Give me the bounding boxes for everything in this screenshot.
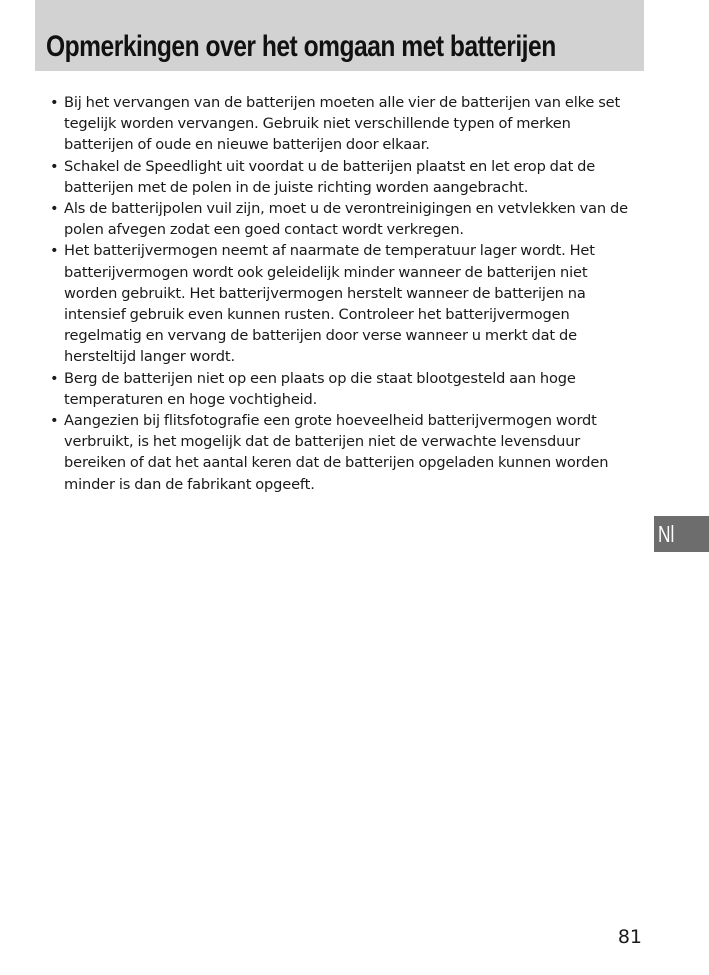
list-item-text: Schakel de Speedlight uit voordat u de batterijen plaatst en let erop dat de batterijen met de polen in de juiste richting worden aangebracht. — [64, 157, 596, 196]
page-title: Opmerkingen over het omgaan met batterijen — [46, 30, 556, 63]
bullet-icon: • — [50, 94, 59, 111]
list-item — [50, 156, 644, 198]
page-number: 81 — [617, 926, 642, 948]
language-tab — [654, 516, 709, 552]
list-item-text: Als de batterijpolen vuil zijn, moet u de verontreinigingen en vetvlekken van de polen afvegen zodat een goed contact wordt verkregen. — [64, 200, 628, 239]
list-item — [50, 92, 644, 156]
bullet-icon: • — [50, 242, 59, 260]
language-tab-label: Nl — [658, 521, 675, 547]
list-item — [50, 410, 644, 495]
bullet-icon: • — [50, 157, 59, 175]
bullet-icon: • — [50, 369, 59, 387]
bullet-icon: • — [50, 200, 59, 218]
bullet-icon: • — [50, 412, 59, 430]
bullet-list — [50, 92, 644, 495]
list-item-text: Berg de batterijen niet op een plaats op die staat blootgesteld aan hoge temperaturen en hoge vochtigheid. — [64, 369, 576, 408]
list-item — [50, 198, 644, 240]
list-item-text: Bij het vervangen van de batterijen moeten alle vier de batterijen van elke set tegelijk worden vervangen. Gebruik niet verschillende typen of merken batterijen of oude en nieuwe batterijen door elkaar. — [64, 94, 621, 154]
list-item-text: Het batterijvermogen neemt af naarmate de temperatuur lager wordt. Het batterijvermogen wordt ook geleidelijk minder wanneer de batterijen niet worden gebruikt. Het batterijvermogen herstelt wanneer de batterijen na intensief gebruik even kunnen rusten. Controleer het batterijvermogen regelmatig en vervang de batterijen door verse wanneer u merkt dat de hersteltijd langer wordt. — [64, 242, 595, 366]
list-item — [50, 240, 644, 367]
list-item — [50, 368, 644, 410]
list-item-text: Aangezien bij flitsfotografie een grote hoeveelheid batterijvermogen wordt verbruikt, is het mogelijk dat de batterijen niet de verwachte levensduur bereiken of dat het aantal keren dat de batterijen opgeladen kunnen worden minder is dan de fabrikant opgeeft. — [64, 412, 609, 493]
